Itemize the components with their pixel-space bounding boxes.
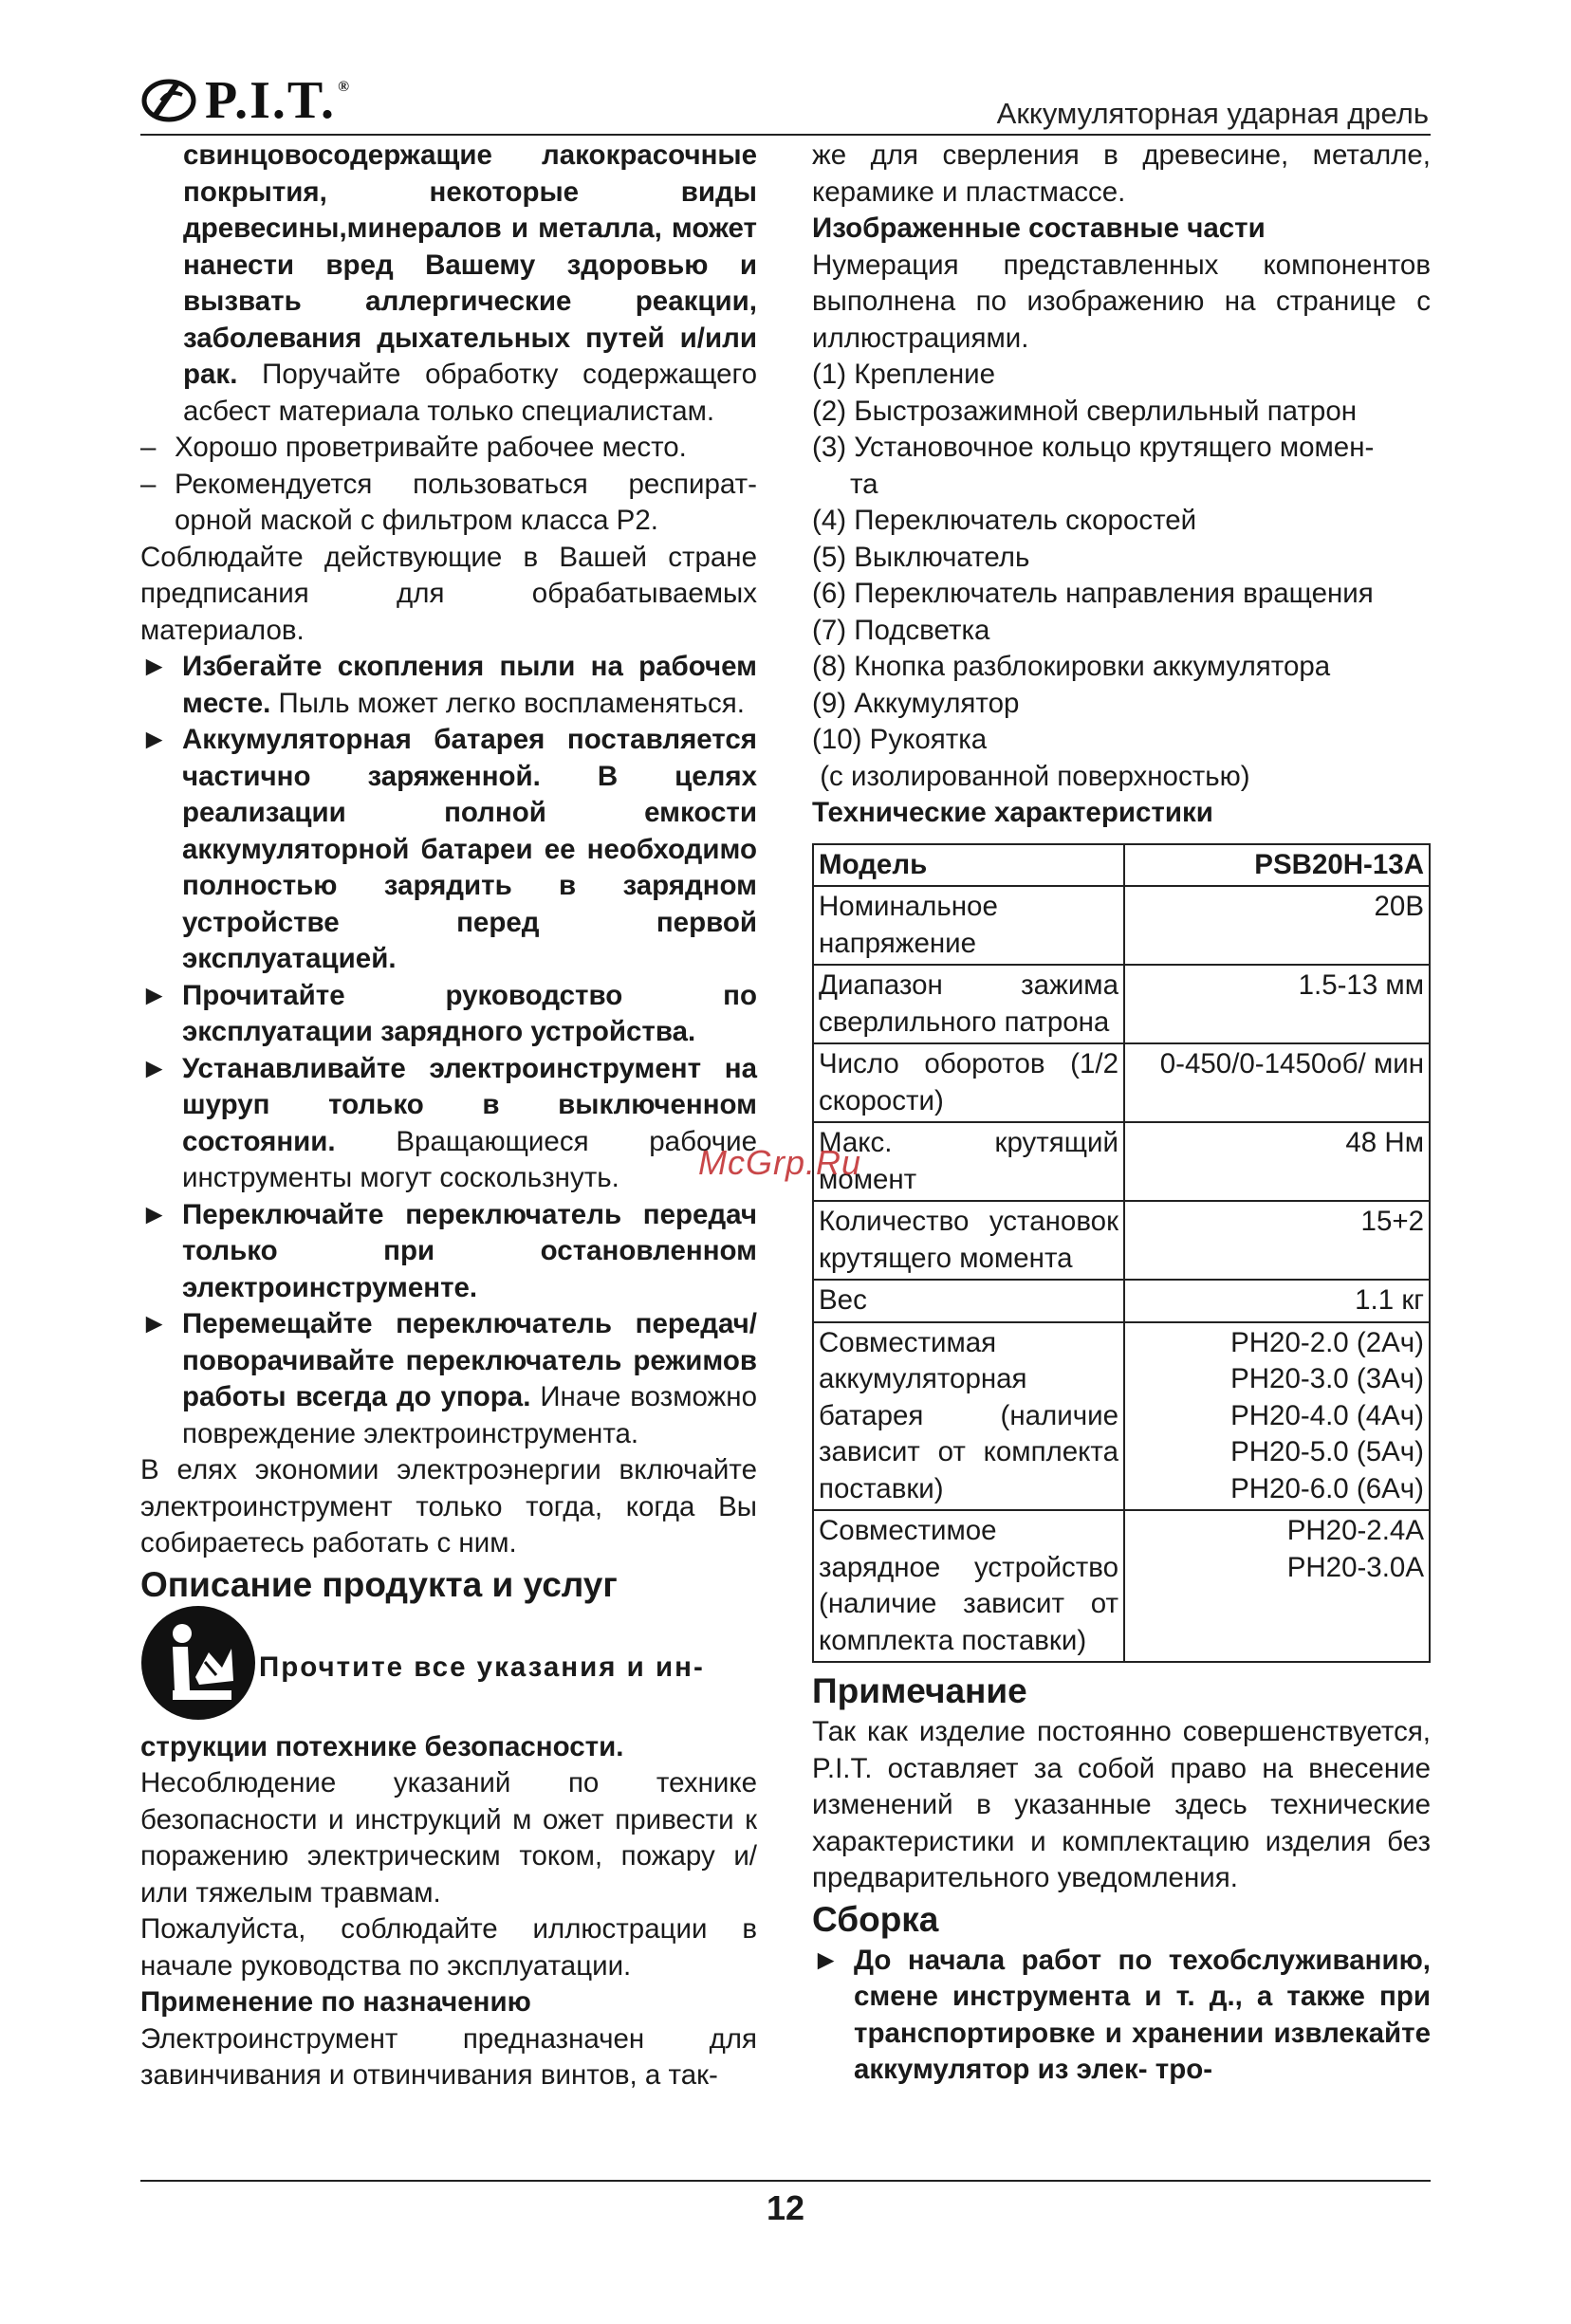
read-instructions-heading-b: струкции потехнике безопасности. <box>140 1730 624 1762</box>
bullet-arrow-icon: ► <box>140 651 169 682</box>
bullet-text: Переключайте переключатель передач только при остановленном электроинструменте. <box>182 1198 757 1303</box>
specs-table <box>812 843 1431 1664</box>
spec-key: Модель <box>813 844 1124 887</box>
bullet-text: Избегайте скопления пыли на рабочем месте. Пыль может легко воспламеняться. <box>182 651 757 719</box>
table-row <box>813 1280 1430 1322</box>
components-intro: Нумерация представленных компонентов выполнена по изображению на странице с иллюстрациями. <box>812 249 1431 354</box>
table-row <box>813 1510 1430 1662</box>
table-row <box>813 1122 1430 1201</box>
spec-value: 1.1 кг <box>1124 1280 1430 1322</box>
battery-option: PH20-6.0 (6Ач) <box>1230 1472 1424 1504</box>
table-row <box>813 1043 1430 1122</box>
table-row <box>813 886 1430 965</box>
component-item: (2) Быстрозажимной сверлильный патрон <box>812 395 1358 427</box>
battery-option: PH20-2.0 (2Ач) <box>1230 1326 1424 1358</box>
spec-key: Количество установок крутящего момента <box>813 1201 1124 1280</box>
component-item: (10) Рукоятка <box>812 724 988 755</box>
spec-key: Совместимая аккумуляторная батарея (наличие зависит от комплекта поставки) <box>813 1322 1124 1511</box>
bullet-arrow-icon: ► <box>140 1052 169 1084</box>
section-title-assembly: Сборка <box>812 1899 939 1939</box>
left-column <box>140 138 757 2094</box>
bullet-text: Перемещайте переключатель передач/поворачивайте переключатель режимов работы всегда до упора. Иначе возможно повреждение электроинструмента. <box>182 1308 757 1449</box>
component-item: (8) Кнопка разблокировки аккумулятора <box>812 651 1331 682</box>
battery-option: PH20-4.0 (4Ач) <box>1230 1399 1424 1431</box>
bullet-arrow-icon: ► <box>140 979 169 1011</box>
regulations-paragraph: Соблюдайте действующие в Вашей стране предписания для обрабатываемых материалов. <box>140 541 757 646</box>
spec-value: 1.5-13 мм <box>1124 965 1430 1043</box>
pit-logo-icon <box>140 76 197 125</box>
component-item: (4) Переключатель скоростей <box>812 505 1197 536</box>
dash-marker: – <box>140 432 157 463</box>
section-title-product-description: Описание продукта и услуг <box>140 1564 618 1604</box>
components-heading: Изображенные составные части <box>812 212 1266 244</box>
spec-key: Число оборотов (1/2 скорости) <box>813 1043 1124 1122</box>
component-item: (7) Подсветка <box>812 614 990 646</box>
table-row <box>813 844 1430 887</box>
bullet-text: Аккумуляторная батарея поставляется частично заряженной. В целях реализации полной емкости аккумуляторной батареи ее необходимо полностью зарядить в зарядном устройстве перед первой эксплуатацией. <box>182 724 757 974</box>
table-row <box>813 1322 1430 1511</box>
spec-key: Вес <box>813 1280 1124 1322</box>
dash-item-respirator <box>140 467 757 540</box>
read-manual-icon <box>140 1605 259 1731</box>
illustrations-paragraph: Пожалуйста, соблюдайте иллюстрации в начале руководства по эксплуатации. <box>140 1913 757 1982</box>
bullet-arrow-icon: ► <box>140 1308 169 1339</box>
battery-option: PH20-5.0 (5Ач) <box>1230 1436 1424 1467</box>
component-item: (5) Выключатель <box>812 541 1030 573</box>
table-row <box>813 1201 1430 1280</box>
bullet-text: Прочитайте руководство по эксплуатации зарядного устройства. <box>182 979 757 1047</box>
read-instructions-warning <box>140 1608 757 1729</box>
battery-option: PH20-3.0 (3Ач) <box>1230 1363 1424 1394</box>
read-instructions-heading-a: Прочтите все указания и ин- <box>259 1651 705 1684</box>
charger-option: PH20-2.4A <box>1286 1515 1424 1546</box>
bullet-remove-battery <box>812 1943 1431 2089</box>
specs-heading: Технические характеристики <box>812 797 1213 828</box>
dash-item-ventilate <box>140 430 757 467</box>
component-item-continued: та <box>850 468 878 500</box>
bullet-mode-switch <box>140 1306 757 1452</box>
bullet-text: До начала работ по техобслуживанию, смене инструмента и т. д., а также при транспортировке и хранении извлекайте аккумулятор из элек- тро- <box>854 1944 1431 2085</box>
spec-value-list <box>1124 1322 1430 1511</box>
table-row <box>813 965 1430 1043</box>
intended-use-paragraph: Электроинструмент предназначен для завинчивания и отвинчивания винтов, а так- <box>140 2022 757 2091</box>
spec-key: Диапазон зажима сверлильного патрона <box>813 965 1124 1043</box>
spec-value: PSB20H-13A <box>1124 844 1430 887</box>
intended-use-heading: Применение по назначению <box>140 1986 531 2018</box>
spec-value: 15+2 <box>1124 1201 1430 1280</box>
dash-marker: – <box>140 468 157 500</box>
charger-option: PH20-3.0A <box>1286 1551 1424 1583</box>
bullet-dust <box>140 649 757 722</box>
spec-key: Совместимое зарядное устройство (наличие зависит от комплекта поставки) <box>813 1510 1124 1662</box>
right-column <box>812 138 1431 2089</box>
page-number: 12 <box>766 2188 805 2227</box>
bullet-arrow-icon: ► <box>812 1944 841 1976</box>
footer-rule <box>140 2180 1431 2182</box>
spec-value: 48 Нм <box>1124 1122 1430 1201</box>
spec-value-list <box>1124 1510 1430 1662</box>
bullet-arrow-icon: ► <box>140 724 169 755</box>
pit-logo <box>140 72 351 129</box>
dash-item-text: Рекомендуется пользоваться респират-орной маской с фильтром класса P2. <box>175 468 757 536</box>
component-item: (3) Установочное кольцо крутящего момен- <box>812 432 1375 463</box>
component-item: (1) Крепление <box>812 359 996 390</box>
bullet-battery-charge <box>140 722 757 978</box>
spec-value: 20В <box>1124 886 1430 965</box>
safety-consequence-paragraph: Несоблюдение указаний по технике безопасности и инструкций м ожет привести к поражению электрическим током, пожару и/или тяжелым травмам. <box>140 1767 757 1909</box>
logo-text: P.I.T. ® <box>205 71 352 130</box>
spec-key: Номинальное напряжение <box>813 886 1124 965</box>
intended-use-continued: же для сверления в древесине, металле, керамике и пластмассе. <box>812 139 1431 208</box>
section-title-note: Примечание <box>812 1671 1027 1710</box>
component-item: (6) Переключатель направления вращения <box>812 578 1374 609</box>
asbestos-warning-normal: Поручайте обработку содержащего асбест материала только специалистам. <box>183 359 757 427</box>
document-title: Аккумуляторная ударная дрель <box>996 97 1429 130</box>
note-paragraph: Так как изделие постоянно совершенствуется, P.I.T. оставляет за собой право на внесение изменений в указанные здесь технические характеристики и комплектацию изделия без предварительного уведомления. <box>812 1716 1431 1893</box>
bullet-text: Устанавливайте электроинструмент на шуруп только в выключенном состоянии. Вращающиеся рабочие инструменты могут соскользнуть. <box>182 1052 757 1193</box>
spec-key: Макс. крутящий момент <box>813 1122 1124 1201</box>
bullet-screw-off <box>140 1051 757 1197</box>
energy-saving-paragraph: В елях экономии электроэнергии включайте электроинструмент только тогда, когда Вы собираетесь работать с ним. <box>140 1454 757 1559</box>
asbestos-warning-continued <box>140 138 757 430</box>
watermark: McGrp.Ru <box>698 1143 862 1182</box>
bullet-gear-switch <box>140 1197 757 1307</box>
bullet-charger-manual <box>140 978 757 1051</box>
header-rule <box>140 134 1431 136</box>
bullet-arrow-icon: ► <box>140 1198 169 1230</box>
dash-item-text: Хорошо проветривайте рабочее место. <box>175 432 687 463</box>
spec-value: 0-450/0-1450об/ мин <box>1124 1043 1430 1122</box>
component-item: (9) Аккумулятор <box>812 687 1020 719</box>
asbestos-warning-bold: свинцовосодержащие лакокрасочные покрытия, некоторые виды древесины,минералов и металла, может нанести вред Вашему здоровью и вызвать аллергические реакции, заболевания дыхательных путей и/или рак. <box>183 139 757 390</box>
component-item-note: (с изолированной поверхностью) <box>812 760 1250 792</box>
